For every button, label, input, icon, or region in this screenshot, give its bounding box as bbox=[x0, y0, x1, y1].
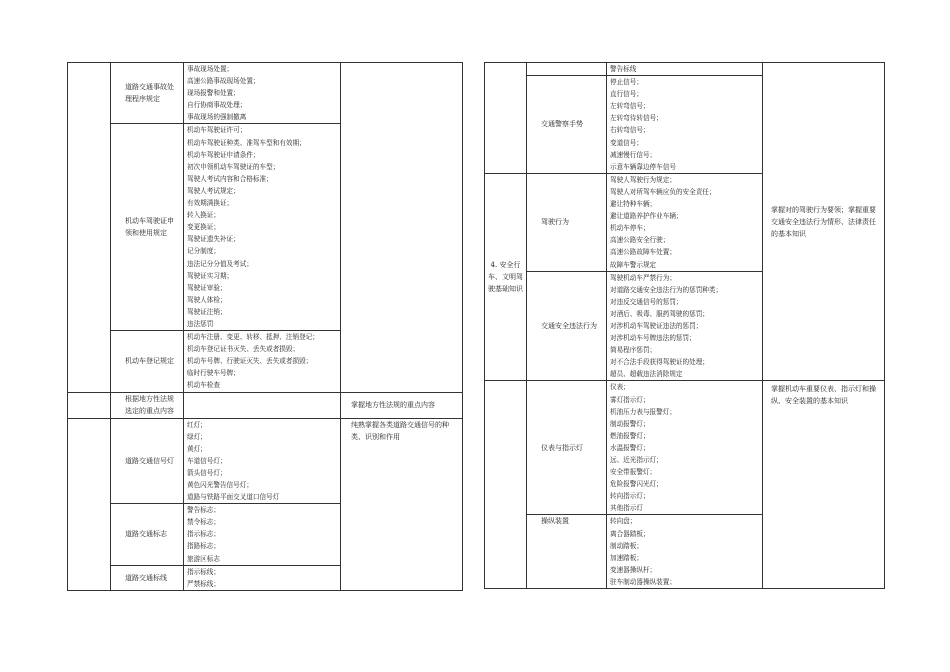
list-item: 左转弯信号； bbox=[610, 102, 650, 111]
list-item: 机动车驾驶证许可； bbox=[187, 126, 247, 135]
list-item: 驾驶证注销； bbox=[187, 307, 227, 316]
list-item: 驻车制动器操纵装置； bbox=[610, 577, 676, 586]
list-item: 临时行驶车号牌； bbox=[187, 369, 240, 378]
list-item: 避让道路养护作业车辆； bbox=[610, 212, 683, 221]
list-item: 违法惩罚 bbox=[187, 319, 214, 328]
left-category-cell-signals bbox=[68, 418, 111, 590]
items-traffic-signs bbox=[184, 504, 341, 565]
list-item: 机油压力表与报警灯； bbox=[610, 407, 676, 416]
list-item: 燃油报警灯； bbox=[610, 431, 650, 440]
list-item: 驾驶证审验； bbox=[187, 283, 227, 292]
list-item: 对酒后、吸毒、服药驾驶的惩罚； bbox=[610, 309, 709, 318]
list-item: 自行协商事故处理； bbox=[187, 101, 247, 110]
list-item: 变速器操纵杆； bbox=[610, 565, 657, 574]
list-item: 驾驶人体检； bbox=[187, 295, 227, 304]
list-item: 指路标志； bbox=[187, 542, 220, 551]
list-item: 机动车号牌、行驶证灭失、丢失或者损毁； bbox=[187, 357, 313, 366]
list-item: 机动车注册、变更、转移、抵押、注销登记； bbox=[187, 333, 319, 342]
topic-traffic-signs: 道路交通标志 bbox=[111, 504, 184, 565]
list-item: 对不合法手段获得驾驶证的处理； bbox=[610, 358, 709, 367]
list-item: 制动报警灯； bbox=[610, 419, 650, 428]
topic-signal-lights: 道路交通信号灯 bbox=[111, 418, 184, 504]
items-driving-behavior bbox=[607, 173, 763, 271]
list-item: 警告标线 bbox=[610, 65, 637, 73]
list-item: 驾驶人考试内容和合格标准； bbox=[187, 174, 273, 183]
topic-controls: 操纵装置 bbox=[527, 515, 607, 589]
category-safe-driving: 4. 安全行车、文明驾驶基础知识 bbox=[485, 173, 527, 381]
list-item: 有效期满换证； bbox=[187, 199, 234, 208]
list-item: 对道路交通安全违法行为的惩罚种类； bbox=[610, 285, 723, 294]
list-item: 高速公路事故现场处置； bbox=[187, 77, 260, 86]
items-license-rules bbox=[184, 124, 341, 331]
right-category-cell-top bbox=[485, 63, 527, 174]
list-item: 事故现场处置； bbox=[187, 65, 234, 73]
list-item: 车道信号灯； bbox=[187, 456, 227, 465]
list-item: 事故现场的强制撤离 bbox=[187, 113, 247, 122]
list-item: 现场报警和处置； bbox=[187, 89, 240, 98]
list-item: 驾驶证实习期； bbox=[187, 271, 234, 280]
requirement-driving: 掌握对的驾驶行为要领；掌握重要交通安全违法行为情形、法律责任的基本知识 bbox=[763, 63, 885, 381]
list-item: 驾驶证遗失补证； bbox=[187, 235, 240, 244]
list-item: 其他指示灯 bbox=[610, 504, 643, 513]
list-item: 对涉机动车号牌违法的惩罚； bbox=[610, 334, 696, 343]
list-item: 转向指示灯； bbox=[610, 492, 650, 501]
list-item: 转入换证； bbox=[187, 211, 220, 220]
right-table bbox=[484, 62, 885, 589]
list-item: 严禁标线； bbox=[187, 579, 220, 588]
topic-accident-procedure: 道路交通事故处理程序规定 bbox=[111, 63, 184, 124]
topic-vehicle-registration: 机动车登记规定 bbox=[111, 331, 184, 392]
list-item: 制动踏板； bbox=[610, 541, 643, 550]
topic-instruments: 仪表与指示灯 bbox=[527, 381, 607, 515]
list-item: 驾驶机动车严禁行为； bbox=[610, 273, 676, 282]
topic-violations: 交通安全违法行为 bbox=[527, 271, 607, 381]
list-item: 违法记分分值及考试； bbox=[187, 259, 253, 268]
list-item: 变道信号； bbox=[610, 138, 643, 147]
list-item: 远、近光指示灯； bbox=[610, 456, 663, 464]
list-item: 仪表； bbox=[610, 383, 630, 392]
list-item: 红灯； bbox=[187, 420, 207, 429]
list-item: 指示标志； bbox=[187, 530, 220, 539]
requirement-signals: 纯熟掌握各类道路交通信号的种类、识别和作用 bbox=[341, 418, 463, 590]
list-item: 危险报警闪光灯； bbox=[610, 480, 663, 489]
list-item: 安全带报警灯； bbox=[610, 468, 657, 477]
list-item: 加速踏板； bbox=[610, 553, 643, 562]
list-item: 高速公路故障车处置； bbox=[610, 248, 676, 257]
list-item: 停止信号； bbox=[610, 78, 643, 87]
list-item: 记分制度； bbox=[187, 247, 220, 256]
list-item: 高速公路安全行驶； bbox=[610, 236, 670, 245]
list-item: 变更换证； bbox=[187, 223, 220, 232]
list-item: 机动车驾驶证申请条件； bbox=[187, 150, 260, 159]
list-item: 旅游区标志 bbox=[187, 554, 220, 563]
list-item: 左转弯待转信号； bbox=[610, 114, 663, 123]
list-item: 机动车停车； bbox=[610, 224, 650, 233]
list-item: 简易程序惩罚； bbox=[610, 346, 657, 355]
right-category-cell-bottom bbox=[485, 381, 527, 589]
list-item: 机动车驾驶证种类、准驾车型和有效期； bbox=[187, 138, 306, 147]
items-controls bbox=[607, 515, 763, 589]
list-item: 示意车辆靠边停车信号 bbox=[610, 162, 676, 171]
items-police-gestures bbox=[607, 76, 763, 174]
list-item: 驾驶人驾驶行为规定； bbox=[610, 175, 676, 184]
left-category-cell-local bbox=[68, 392, 111, 418]
left-table bbox=[67, 62, 463, 591]
list-item: 故障车警示规定 bbox=[610, 260, 657, 269]
requirement-cell-top bbox=[341, 63, 463, 393]
items-violations bbox=[607, 271, 763, 381]
list-item: 黄色闪光警告信号灯； bbox=[187, 481, 253, 489]
items-road-markings bbox=[184, 565, 341, 590]
list-item: 驾驶人对所驾车辆应负的安全责任； bbox=[610, 187, 716, 196]
topic-road-markings: 道路交通标线 bbox=[111, 565, 184, 590]
list-item: 避让特种车辆； bbox=[610, 200, 657, 209]
left-category-cell bbox=[68, 63, 111, 393]
items-instruments bbox=[607, 381, 763, 515]
topic-police-gestures: 交通警察手势 bbox=[527, 76, 607, 174]
list-item: 雾灯指示灯； bbox=[610, 395, 650, 404]
topic-driving-behavior: 驾驶行为 bbox=[527, 173, 607, 271]
list-item: 驾驶人考试规定； bbox=[187, 186, 240, 195]
list-item: 箭头信号灯； bbox=[187, 468, 227, 477]
list-item: 机动车登记证书灭失、丢失或者损毁； bbox=[187, 345, 300, 354]
list-item: 超员、超载违法消除规定 bbox=[610, 370, 683, 379]
list-item: 直行信号； bbox=[610, 90, 643, 99]
list-item: 对违反交通信号的惩罚； bbox=[610, 297, 683, 306]
list-item: 绿灯； bbox=[187, 432, 207, 441]
list-item: 对涉机动车驾驶证违法的惩罚； bbox=[610, 321, 703, 330]
list-item: 初次申领机动车驾驶证的车型； bbox=[187, 162, 280, 171]
list-item: 离合器踏板； bbox=[610, 529, 650, 538]
items-vehicle-registration bbox=[184, 331, 341, 392]
right-topic-top bbox=[527, 63, 607, 76]
items-warning-markings bbox=[607, 63, 763, 76]
items-accident-procedure bbox=[184, 63, 341, 124]
topic-license-rules: 机动车驾驶证申领和使用规定 bbox=[111, 124, 184, 331]
requirement-local-regulations: 掌握地方性法规的重点内容 bbox=[341, 392, 463, 418]
items-local-regulations bbox=[184, 392, 341, 418]
list-item: 禁令标志； bbox=[187, 518, 220, 527]
list-item: 机动车检查 bbox=[187, 381, 220, 390]
list-item: 右转弯信号； bbox=[610, 126, 650, 135]
list-item: 指示标线； bbox=[187, 567, 220, 576]
topic-local-regulations: 根据地方性法规选定的重点内容 bbox=[111, 392, 184, 418]
list-item: 警告标志； bbox=[187, 506, 220, 515]
list-item: 减速慢行信号； bbox=[610, 150, 657, 159]
items-signal-lights bbox=[184, 418, 341, 504]
list-item: 黄灯； bbox=[187, 444, 207, 453]
list-item: 道路与铁路平面交叉道口信号灯 bbox=[187, 493, 280, 502]
list-item: 转向盘； bbox=[610, 517, 637, 526]
requirement-instruments: 掌握机动车重要仪表、指示灯和操纵、安全装置的基本知识 bbox=[763, 381, 885, 589]
list-item: 水温报警灯； bbox=[610, 443, 650, 452]
